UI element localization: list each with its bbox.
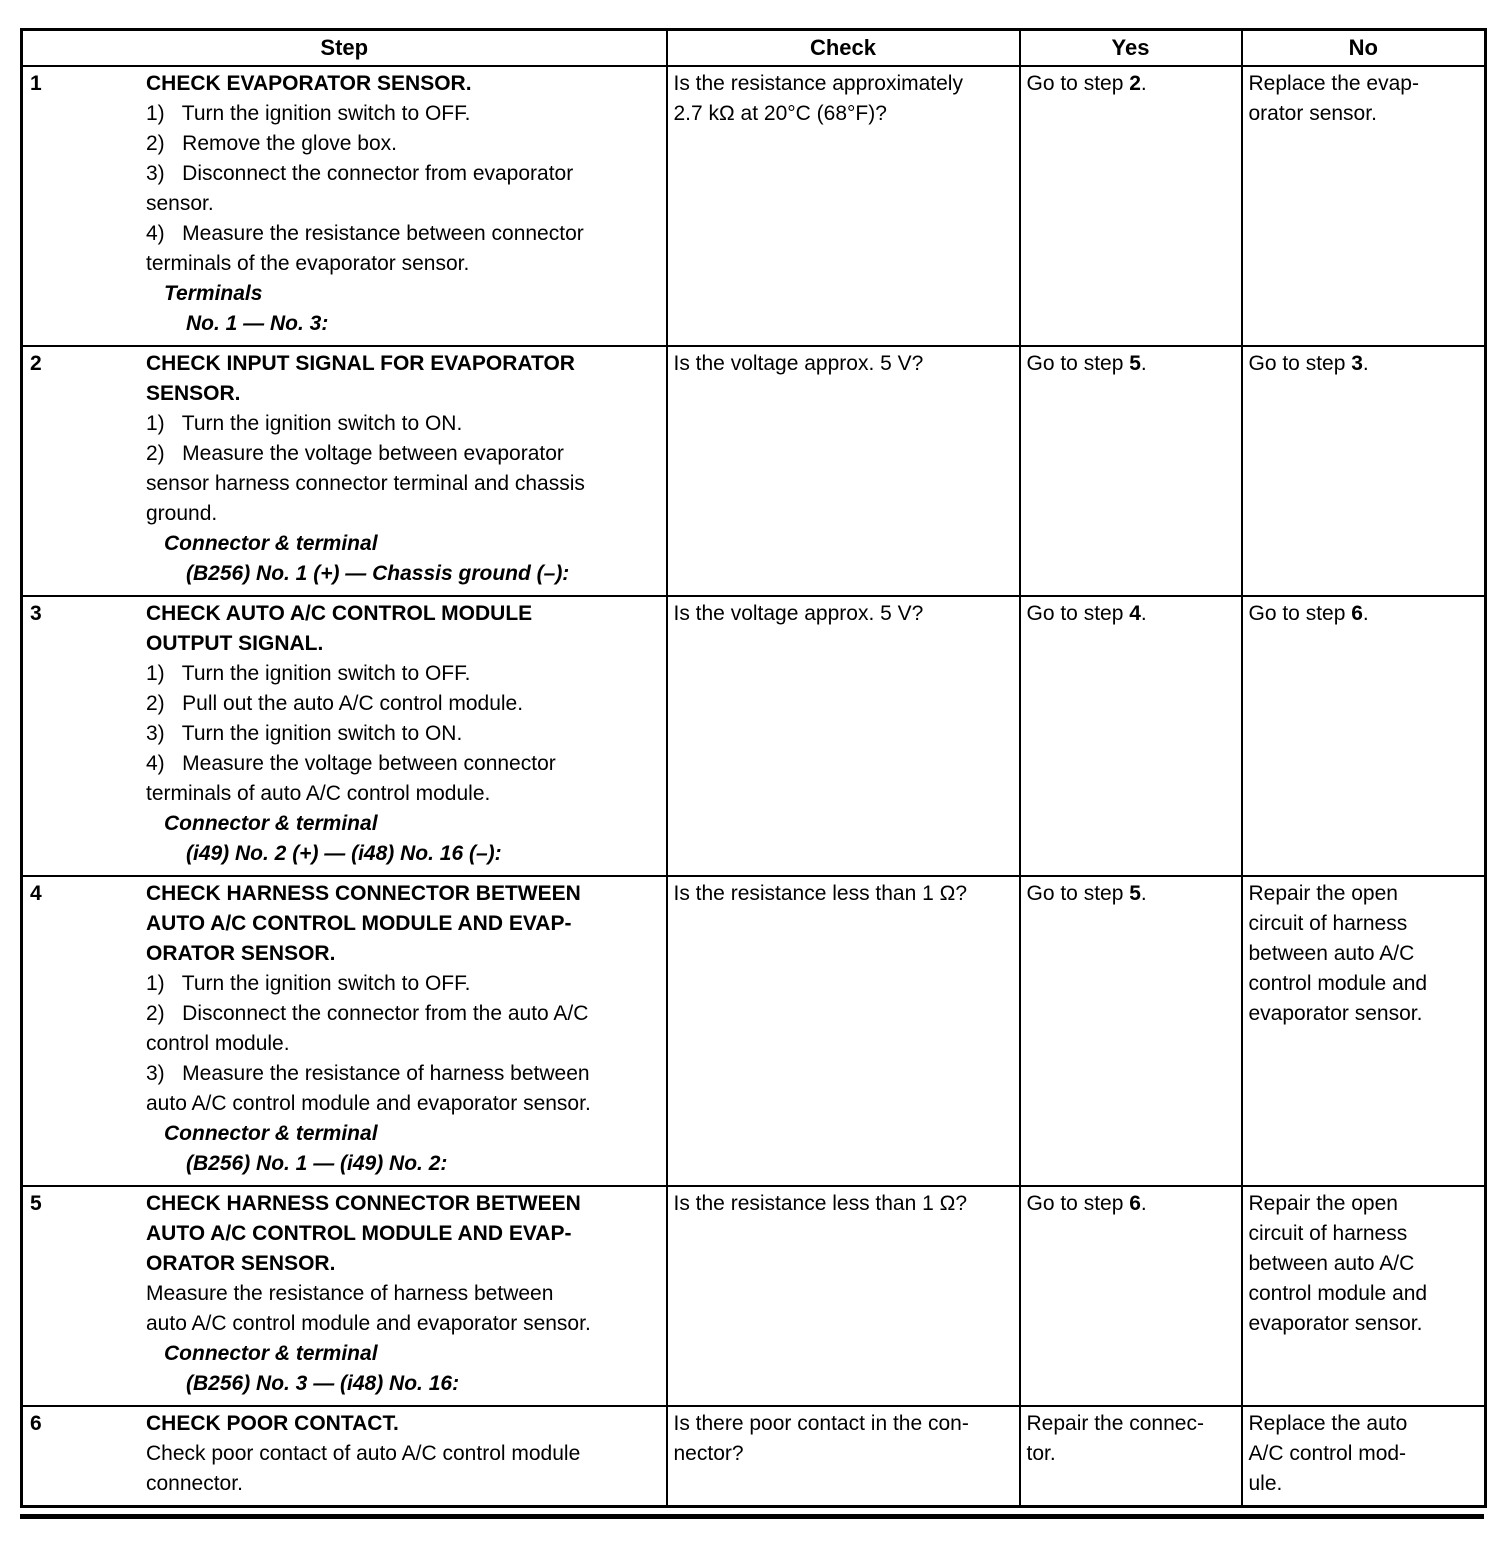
text-line: ORATOR SENSOR.: [146, 942, 336, 965]
text-line: 1) Turn the ignition switch to OFF.: [146, 662, 471, 685]
text-line: A/C control mod-: [1248, 1442, 1407, 1465]
step-number: 2: [30, 352, 42, 375]
text-line: CHECK EVAPORATOR SENSOR.: [146, 72, 472, 95]
text-line: terminals of the evaporator sensor.: [146, 252, 470, 275]
check-cell: [667, 1186, 1020, 1406]
text-line: terminals of auto A/C control module.: [146, 782, 491, 805]
check-cell: [667, 876, 1020, 1186]
text-line: 1) Turn the ignition switch to OFF.: [146, 972, 471, 995]
text-line: Is the resistance less than 1 Ω?: [673, 1192, 968, 1215]
yes-cell: [1020, 876, 1242, 1186]
text-line: Terminals: [164, 282, 263, 305]
text-line: CHECK POOR CONTACT.: [146, 1412, 399, 1435]
text-line: Check poor contact of auto A/C control module: [146, 1442, 581, 1465]
text-line: 3) Disconnect the connector from evaporator: [146, 162, 574, 185]
text-line: OUTPUT SIGNAL.: [146, 632, 324, 655]
text-line: Connector & terminal: [164, 1122, 378, 1145]
text-line: auto A/C control module and evaporator sensor.: [146, 1092, 591, 1115]
text-line: between auto A/C: [1248, 1252, 1415, 1275]
step-cell-content: [146, 879, 660, 1179]
step-cell-content: [146, 1409, 660, 1499]
step-cell-content: [146, 349, 660, 589]
text-line: CHECK HARNESS CONNECTOR BETWEEN: [146, 882, 581, 905]
text-line: sensor harness connector terminal and chassis: [146, 472, 585, 495]
text-line: Go to step 6.: [1026, 1192, 1147, 1215]
text-line: control module.: [146, 1032, 290, 1055]
yes-cell: [1020, 1406, 1242, 1507]
column-header-no: No: [1242, 30, 1486, 67]
yes-cell: [1020, 346, 1242, 596]
step-cell: [22, 596, 667, 876]
text-line: connector.: [146, 1472, 243, 1495]
text-line: Connector & terminal: [164, 532, 378, 555]
text-line: CHECK AUTO A/C CONTROL MODULE: [146, 602, 533, 625]
no-cell: [1242, 1406, 1486, 1507]
text-line: 2) Measure the voltage between evaporator: [146, 442, 564, 465]
text-line: Is there poor contact in the con-: [673, 1412, 969, 1435]
column-header-step: Step: [22, 30, 667, 67]
page-bottom-rule: [20, 1514, 1484, 1519]
diagnostic-table: [20, 28, 1487, 1508]
text-line: Repair the open: [1248, 882, 1398, 905]
text-line: 2.7 kΩ at 20°C (68°F)?: [673, 102, 887, 125]
text-line: Go to step 3.: [1248, 352, 1369, 375]
text-line: Go to step 6.: [1248, 602, 1369, 625]
no-cell: [1242, 596, 1486, 876]
text-line: SENSOR.: [146, 382, 241, 405]
text-line: control module and: [1248, 1282, 1428, 1305]
table-row: [22, 346, 1486, 596]
text-line: ORATOR SENSOR.: [146, 1252, 336, 1275]
step-cell: [22, 1406, 667, 1507]
step-cell-content: [146, 599, 660, 869]
check-cell: [667, 1406, 1020, 1507]
text-line: (i49) No. 2 (+) — (i48) No. 16 (–):: [186, 842, 502, 865]
step-cell: [22, 876, 667, 1186]
text-line: ground.: [146, 502, 218, 525]
text-line: 1) Turn the ignition switch to ON.: [146, 412, 463, 435]
table-body: [22, 66, 1486, 1507]
text-line: (B256) No. 1 (+) — Chassis ground (–):: [186, 562, 570, 585]
step-number: 3: [30, 602, 42, 625]
check-cell: [667, 596, 1020, 876]
text-line: Go to step 5.: [1026, 352, 1147, 375]
text-line: 4) Measure the resistance between connector: [146, 222, 584, 245]
step-number: 1: [30, 72, 42, 95]
step-cell-content: [146, 1189, 660, 1399]
text-line: 1) Turn the ignition switch to OFF.: [146, 102, 471, 125]
text-line: 3) Turn the ignition switch to ON.: [146, 722, 463, 745]
text-line: (B256) No. 1 — (i49) No. 2:: [186, 1152, 448, 1175]
text-line: Go to step 5.: [1026, 882, 1147, 905]
text-line: evaporator sensor.: [1248, 1312, 1423, 1335]
step-number: 5: [30, 1192, 42, 1215]
text-line: Is the resistance less than 1 Ω?: [673, 882, 968, 905]
table-row: [22, 66, 1486, 346]
text-line: Connector & terminal: [164, 1342, 378, 1365]
text-line: Is the voltage approx. 5 V?: [673, 352, 924, 375]
column-header-yes: Yes: [1020, 30, 1242, 67]
no-cell: [1242, 66, 1486, 346]
step-number: 6: [30, 1412, 42, 1435]
table-row: [22, 596, 1486, 876]
column-header-check: Check: [667, 30, 1020, 67]
text-line: CHECK INPUT SIGNAL FOR EVAPORATOR: [146, 352, 575, 375]
text-line: circuit of harness: [1248, 1222, 1408, 1245]
text-line: between auto A/C: [1248, 942, 1415, 965]
table-row: [22, 876, 1486, 1186]
text-line: AUTO A/C CONTROL MODULE AND EVAP-: [146, 1222, 572, 1245]
no-cell: [1242, 346, 1486, 596]
step-cell-content: [146, 69, 660, 339]
yes-cell: [1020, 1186, 1242, 1406]
no-cell: [1242, 876, 1486, 1186]
text-line: orator sensor.: [1248, 102, 1377, 125]
text-line: Replace the evap-: [1248, 72, 1419, 95]
text-line: Repair the open: [1248, 1192, 1398, 1215]
text-line: 2) Remove the glove box.: [146, 132, 397, 155]
text-line: sensor.: [146, 192, 214, 215]
step-number: 4: [30, 882, 42, 905]
text-line: (B256) No. 3 — (i48) No. 16:: [186, 1372, 460, 1395]
check-cell: [667, 346, 1020, 596]
text-line: Go to step 4.: [1026, 602, 1147, 625]
text-line: ule.: [1248, 1472, 1283, 1495]
check-cell: [667, 66, 1020, 346]
text-line: Is the resistance approximately: [673, 72, 963, 95]
text-line: Is the voltage approx. 5 V?: [673, 602, 924, 625]
text-line: No. 1 — No. 3:: [186, 312, 329, 335]
table-row: [22, 1406, 1486, 1507]
text-line: control module and: [1248, 972, 1428, 995]
yes-cell: [1020, 596, 1242, 876]
text-line: 4) Measure the voltage between connector: [146, 752, 556, 775]
text-line: Go to step 2.: [1026, 72, 1147, 95]
text-line: 3) Measure the resistance of harness between: [146, 1062, 590, 1085]
yes-cell: [1020, 66, 1242, 346]
text-line: Measure the resistance of harness between: [146, 1282, 554, 1305]
text-line: AUTO A/C CONTROL MODULE AND EVAP-: [146, 912, 572, 935]
text-line: 2) Pull out the auto A/C control module.: [146, 692, 524, 715]
header-row: [22, 30, 1486, 67]
text-line: Replace the auto: [1248, 1412, 1408, 1435]
text-line: Repair the connec-: [1026, 1412, 1204, 1435]
text-line: circuit of harness: [1248, 912, 1408, 935]
text-line: nector?: [673, 1442, 744, 1465]
step-cell: [22, 1186, 667, 1406]
text-line: auto A/C control module and evaporator sensor.: [146, 1312, 591, 1335]
text-line: CHECK HARNESS CONNECTOR BETWEEN: [146, 1192, 581, 1215]
step-cell: [22, 346, 667, 596]
text-line: 2) Disconnect the connector from the auto A/C: [146, 1002, 589, 1025]
text-line: tor.: [1026, 1442, 1056, 1465]
step-cell: [22, 66, 667, 346]
no-cell: [1242, 1186, 1486, 1406]
table-row: [22, 1186, 1486, 1406]
text-line: Connector & terminal: [164, 812, 378, 835]
text-line: evaporator sensor.: [1248, 1002, 1423, 1025]
